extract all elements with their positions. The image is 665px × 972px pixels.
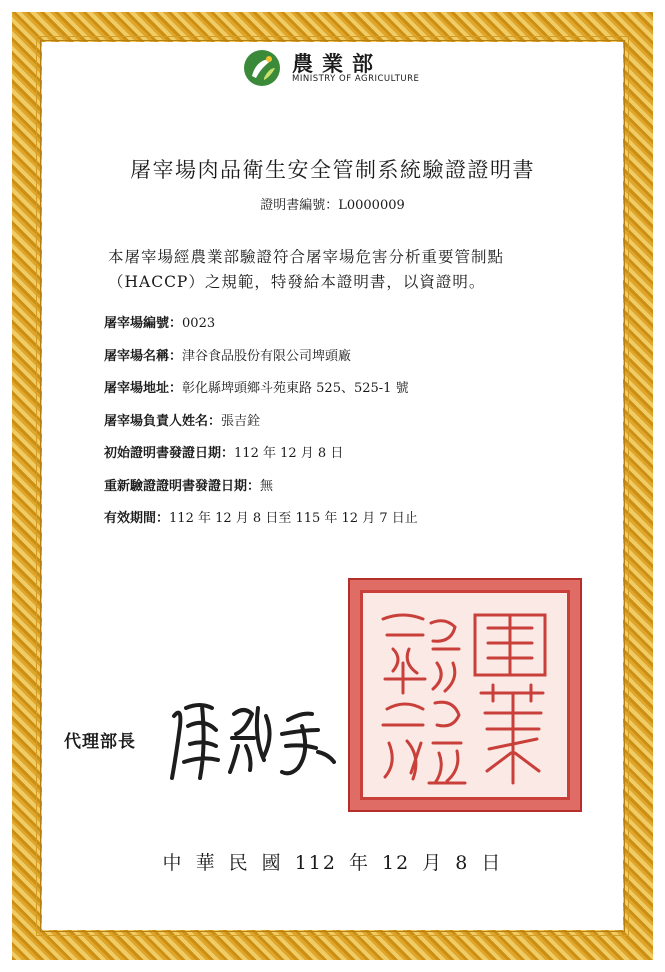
field-reverification-date <box>104 475 584 508</box>
ministry-name-en: MINISTRY OF AGRICULTURE <box>292 74 420 84</box>
certificate-number: 證明書編號：L0000009 <box>260 198 405 213</box>
field-label: 屠宰場名稱 <box>104 348 170 364</box>
field-label: 有效期間 <box>104 511 157 526</box>
issue-date: 中 華 民 國 112 年 12 月 8 日 <box>162 852 503 874</box>
field-slaughterhouse-name <box>104 345 584 378</box>
field-colon: ： <box>247 478 261 494</box>
field-value: 無 <box>260 478 274 494</box>
field-colon: ： <box>208 413 222 429</box>
seal-face <box>360 590 570 800</box>
statement-line-1: 本屠宰場經農業部驗證符合屠宰場危害分析重要管制點 <box>108 248 505 266</box>
certificate-statement <box>108 245 568 295</box>
ministry-logo <box>242 48 432 88</box>
field-colon: ： <box>156 511 170 526</box>
certificate-title: 屠宰場肉品衛生安全管制系統驗證證明書 <box>130 158 535 182</box>
field-label: 屠宰場負責人姓名 <box>104 413 209 429</box>
field-colon: ： <box>169 381 183 396</box>
field-responsible-person <box>104 410 584 443</box>
field-value: 彰化縣埤頭鄉斗苑東路 525、525-1 號 <box>182 381 409 396</box>
field-initial-issue-date <box>104 442 584 475</box>
official-seal <box>348 578 582 812</box>
field-colon: ： <box>169 348 183 364</box>
ministry-name-cn: 農業部 <box>292 51 382 76</box>
field-validity-period <box>104 507 584 540</box>
minister-signature <box>168 686 358 786</box>
field-value: 112 年 12 月 8 日至 115 年 12 月 7 日止 <box>169 511 418 526</box>
field-value: 張吉銓 <box>221 413 261 429</box>
field-label: 重新驗證證明書發證日期 <box>104 478 248 494</box>
field-slaughterhouse-address <box>104 377 584 410</box>
field-value: 112 年 12 月 8 日 <box>234 446 344 461</box>
field-label: 屠宰場編號 <box>104 316 170 331</box>
deputy-minister-title: 代理部長 <box>64 732 136 752</box>
ministry-emblem-icon <box>242 48 282 88</box>
field-label: 初始證明書發證日期 <box>104 446 222 461</box>
field-colon: ： <box>169 316 183 331</box>
field-value: 津谷食品股份有限公司埤頭廠 <box>182 348 352 364</box>
certificate-fields <box>104 312 584 540</box>
field-label: 屠宰場地址 <box>104 381 170 396</box>
field-slaughterhouse-number <box>104 312 584 345</box>
seal-glyphs-icon <box>363 593 567 797</box>
field-value: 0023 <box>182 316 216 331</box>
statement-line-2: （HACCP）之規範，特發給本證明書，以資證明。 <box>108 273 486 291</box>
field-colon: ： <box>221 446 235 461</box>
